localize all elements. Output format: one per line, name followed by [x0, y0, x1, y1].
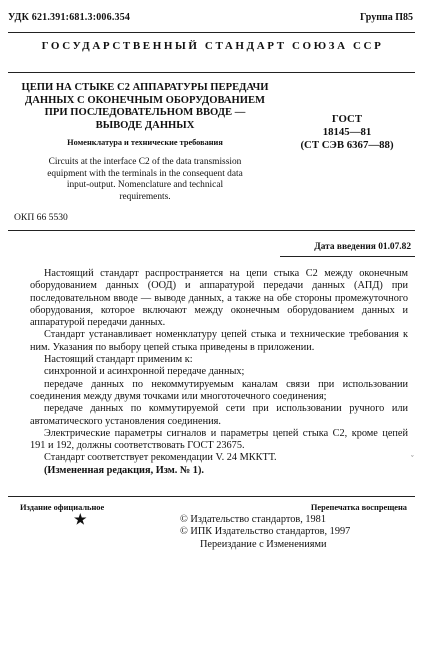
sev-number: (СТ СЭВ 6367—88): [300, 139, 394, 151]
group-code: Группа П85: [360, 12, 413, 23]
okp-code: ОКП 66 5530: [14, 212, 68, 223]
copyright-block: [180, 514, 350, 551]
margin-mark: ˇ: [411, 454, 414, 463]
top-rule: [8, 32, 415, 33]
reprint-prohibited-label: Перепечатка воспрещена: [310, 503, 407, 512]
udk-code: УДК 621.391:681.3:006.354: [8, 12, 131, 23]
header-rule: [8, 72, 415, 73]
state-standard-heading: ГОСУДАРСТВЕННЫЙ СТАНДАРТ СОЮЗА ССР: [41, 40, 384, 52]
amendment-note: (Измененная редакция, Изм. № 1).: [44, 464, 204, 476]
paragraph: передаче данных по коммутируемой сети при использовании ручного или автоматического установления соединения.: [30, 403, 408, 427]
document-subtitle: Номенклатура и технические требования: [67, 138, 223, 147]
paragraph: Настоящий стандарт распространяется на цепи стыка С2 между оконечным оборудованием данных (ООД) и аппаратурой передачи данных (АПД) при последовательном вводе — выводе данных, а также на обе стороны промежуточного оборудования, которое включают между оконечным оборудованием данных и аппаратурой передачи данных.: [30, 268, 408, 329]
date-underline: [280, 256, 415, 257]
english-title: [14, 157, 276, 203]
date-label: Дата введения: [314, 242, 376, 252]
official-edition-label: Издание официальное: [20, 503, 105, 512]
gost-number: 18145—81: [322, 126, 372, 138]
reissue-note: Переиздание с Изменениями: [200, 538, 327, 550]
paragraph: передаче данных по некоммутируемым каналам связи при использовании соединения между двумя точками или многоточечного соединения;: [30, 378, 408, 402]
introduction-date: [314, 242, 411, 252]
english-title-line: requirements.: [119, 191, 171, 202]
title-line: ДАННЫХ С ОКОНЕЧНЫМ ОБОРУДОВАНИЕМ: [24, 94, 266, 106]
paragraph: Стандарт соответствует рекомендации V. 24 МККТТ.: [44, 452, 277, 464]
paragraph: Электрические параметры сигналов и параметры цепей стыка С2, кроме цепей 191 и 192, должны соответствовать ГОСТ 23675.: [30, 427, 408, 452]
title-block-rule: [8, 230, 415, 231]
copyright-line: © ИПК Издательство стандартов, 1997: [180, 526, 351, 538]
document-title: [14, 82, 276, 132]
english-title-line: equipment with the terminals in the consequent data: [47, 168, 243, 179]
title-line: ВЫВОДЕ ДАННЫХ: [95, 119, 195, 131]
copyright-line: © Издательство стандартов, 1981: [180, 514, 326, 525]
body-text: [30, 268, 408, 477]
english-title-line: input-output. Nomenclature and technical: [66, 180, 224, 191]
gost-designation: [282, 113, 412, 152]
paragraph: Стандарт устанавливает номенклатуру цепей стыка и технические требования к ним. Указания по выбору цепей стыка приведены в приложении.: [30, 329, 408, 353]
title-line: ЦЕПИ НА СТЫКЕ С2 АППАРАТУРЫ ПЕРЕДАЧИ: [21, 82, 269, 93]
star-icon: ★: [74, 513, 87, 528]
paragraph: Настоящий стандарт применим к:: [44, 354, 193, 366]
footer-rule: [8, 496, 415, 497]
english-title-line: Circuits at the interface C2 of the data transmission: [48, 157, 242, 167]
paragraph: синхронной и асинхронной передаче данных;: [44, 366, 245, 378]
title-line: ПРИ ПОСЛЕДОВАТЕЛЬНОМ ВВОДЕ —: [44, 107, 246, 118]
date-value: 01.07.82: [378, 242, 411, 252]
gost-label: ГОСТ: [331, 113, 363, 125]
